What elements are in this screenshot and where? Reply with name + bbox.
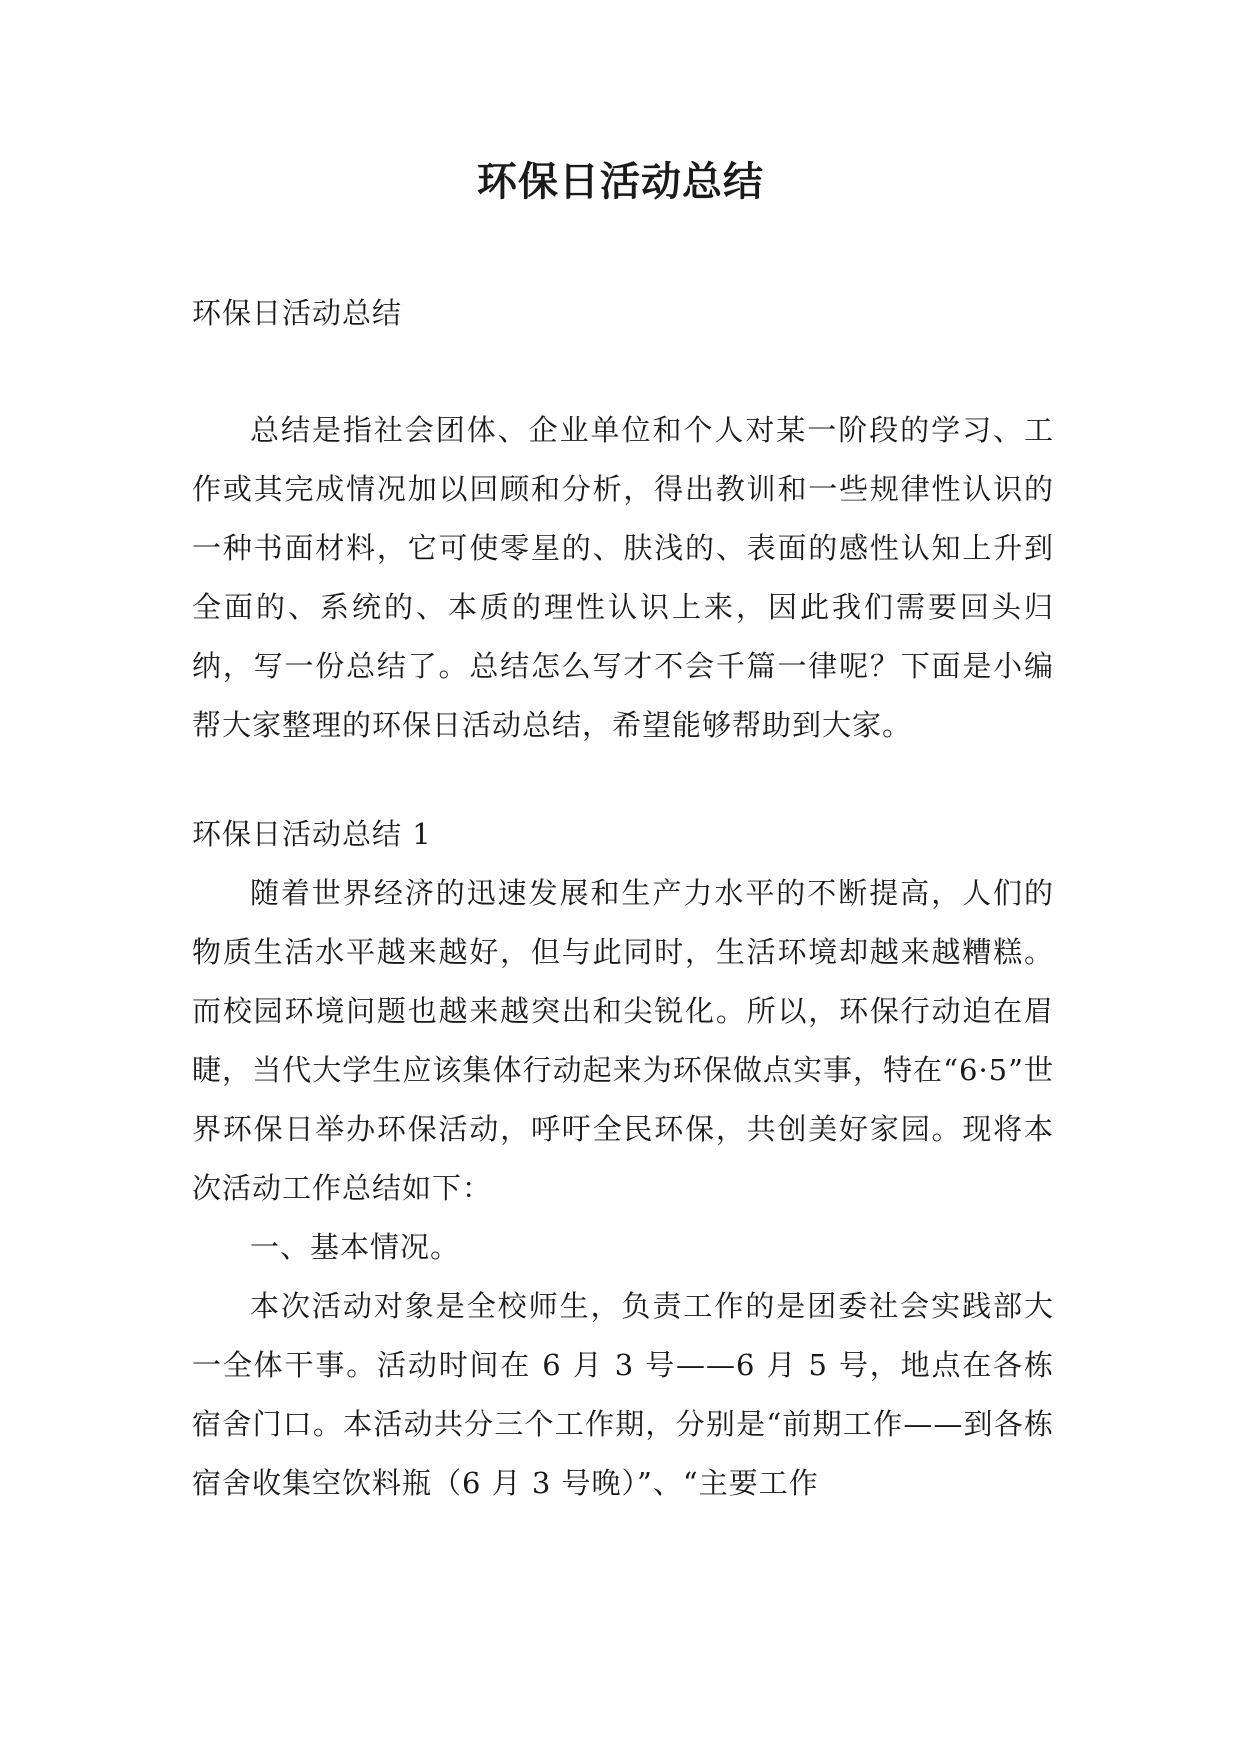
document-subtitle: 环保日活动总结 (192, 296, 403, 330)
section-paragraph-2: 本次活动对象是全校师生，负责工作的是团委社会实践部大一全体干事。活动时间在 6 月 3 号——6 月 5 号，地点在各栋宿舍门口。本活动共分三个工作期，分别是“前期工作——到各栋宿舍收集空饮料瓶（6 月 3 号晚）”、“主要工作 (192, 1289, 1054, 1500)
section-paragraph: 随着世界经济的迅速发展和生产力水平的不断提高，人们的物质生活水平越来越好，但与此同时，生活环境却越来越糟糕。而校园环境问题也越来越突出和尖锐化。所以，环保行动迫在眉睫，当代大学生应该集体行动起来为环保做点实事，特在“6·5”世界环保日举办环保活动，呼吁全民环保，共创美好家园。现将本次活动工作总结如下： (192, 876, 1054, 1205)
document-body (192, 284, 1054, 1513)
section-item-heading: 一、基本情况。 (250, 1230, 461, 1264)
section-heading: 环保日活动总结 1 (192, 817, 432, 851)
document-title: 环保日活动总结 (477, 159, 764, 205)
intro-paragraph: 总结是指社会团体、企业单位和个人对某一阶段的学习、工作或其完成情况加以回顾和分析，得出教训和一些规律性认识的一种书面材料，它可使零星的、肤浅的、表面的感性认知上升到全面的、系统的、本质的理性认识上来，因此我们需要回头归纳，写一份总结了。总结怎么写才不会千篇一律呢？下面是小编帮大家整理的环保日活动总结，希望能够帮助到大家。 (192, 413, 1054, 742)
